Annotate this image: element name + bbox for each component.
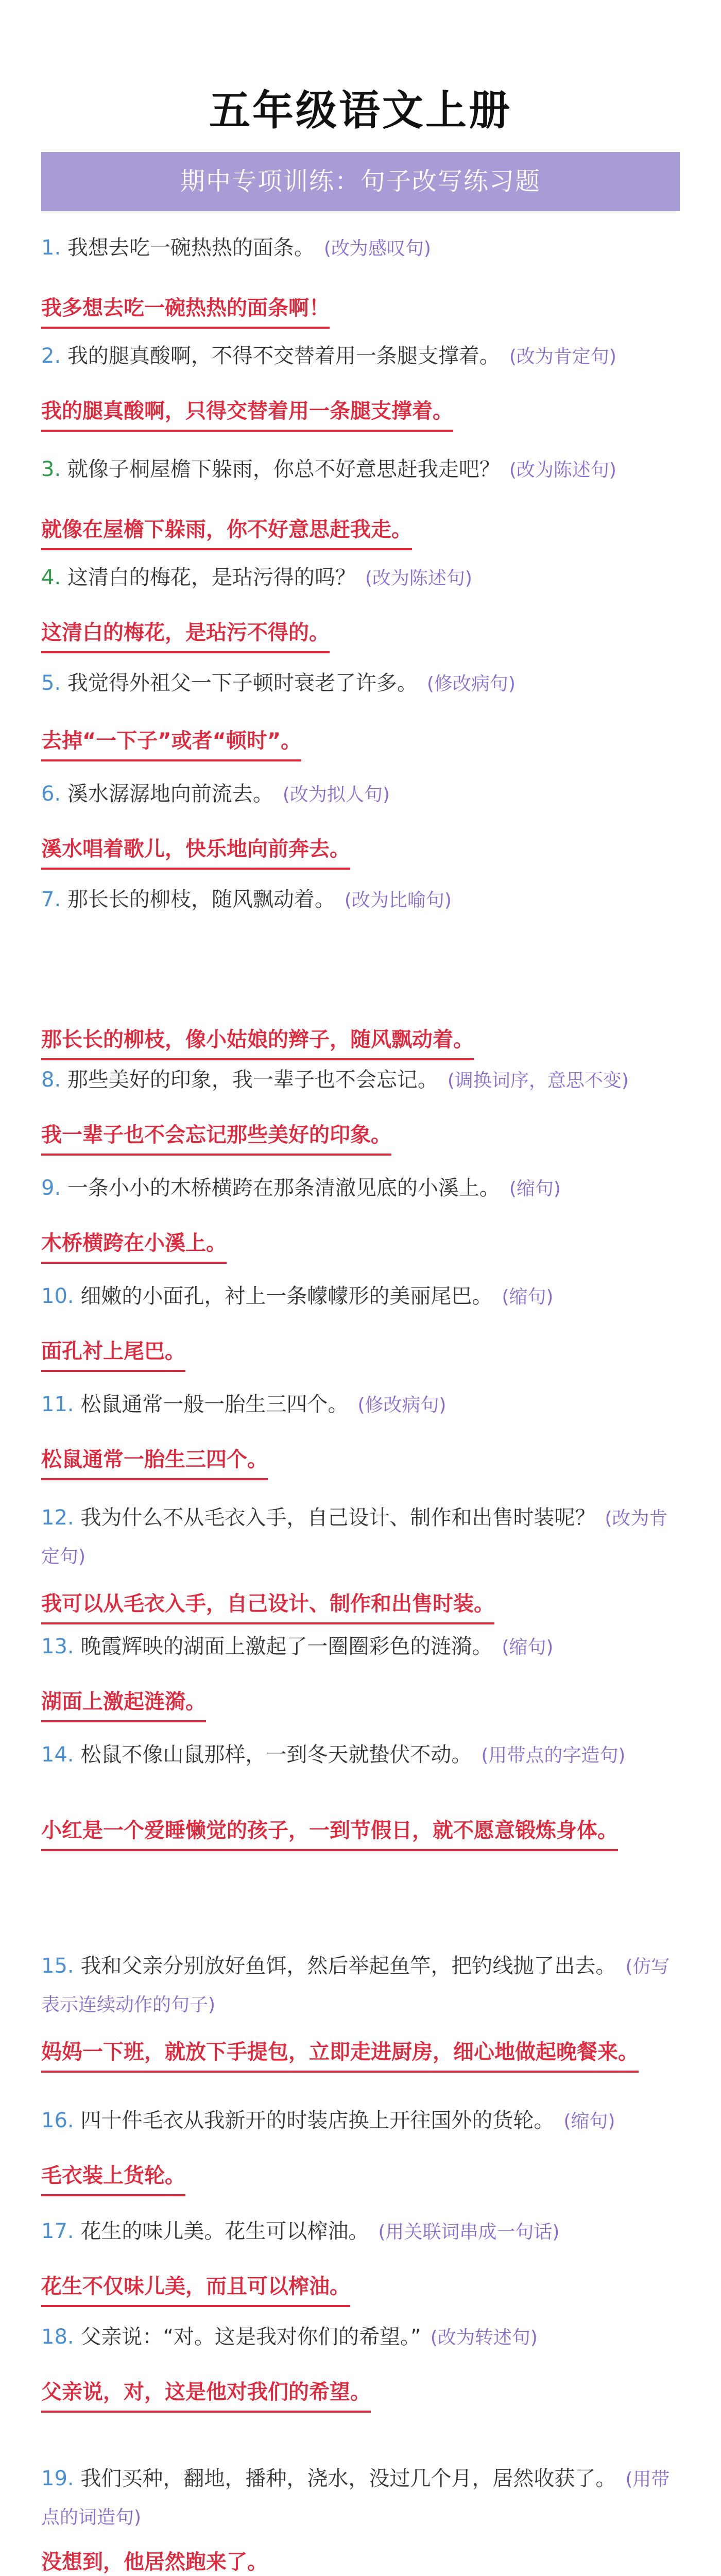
answer-text: 去掉“一下子”或者“顿时”。 — [41, 726, 301, 761]
question-number: 17. — [41, 2219, 81, 2243]
question-body: 我们买种，翻地，播种，浇水，没过几个月，居然收获了。 — [80, 2467, 616, 2490]
answer-text: 就像在屋檐下躲雨，你不好意思赶我走。 — [41, 515, 412, 550]
answer-text: 面孔衬上尾巴。 — [41, 1337, 185, 1372]
question-text — [41, 559, 680, 597]
answer-text: 我一辈子也不会忘记那些美好的印象。 — [41, 1121, 391, 1156]
question-instruction: (修改病句) — [426, 673, 516, 694]
answer-text: 妈妈一下班，就放下手提包，立即走进厨房，细心地做起晚餐来。 — [41, 2038, 639, 2073]
question-body: 细嫩的小面孔，衬上一条幪幪形的美丽尾巴。 — [80, 1284, 493, 1308]
question-instruction: (改为比喻句) — [344, 890, 452, 911]
question-body: 晚霞辉映的湖面上激起了一圈圈彩色的涟漪。 — [80, 1635, 493, 1658]
question-body: 我的腿真酸啊，不得不交替着用一条腿支撑着。 — [67, 344, 500, 368]
question-body: 这清白的梅花，是玷污得的吗？ — [67, 566, 356, 589]
question-text — [41, 229, 680, 267]
question-body: 父亲说：“对。这是我对你们的希望。” — [80, 2325, 421, 2349]
question-body: 那长长的柳枝，随风飘动着。 — [67, 888, 335, 911]
question-text — [41, 881, 680, 919]
answer-text: 木桥横跨在小溪上。 — [41, 1229, 227, 1264]
answer-text: 溪水唱着歌儿，快乐地向前奔去。 — [41, 835, 350, 870]
question-body: 我和父亲分别放好鱼饵，然后举起鱼竿，把钓线抛了出去。 — [80, 1954, 616, 1978]
question-instruction: (缩句) — [502, 1637, 554, 1658]
question-text — [41, 1170, 680, 1208]
answer-text: 没想到，他居然跑来了。 — [41, 2548, 268, 2576]
question-number: 18. — [41, 2325, 81, 2349]
question-body: 花生的味儿美。花生可以榨油。 — [80, 2219, 369, 2243]
question-text — [41, 2318, 680, 2357]
question-instruction: (改为陈述句) — [365, 568, 472, 589]
question-instruction: (用带点的字造句) — [481, 1745, 626, 1766]
question-number: 5. — [41, 671, 67, 695]
answer-text: 湖面上激起涟漪。 — [41, 1687, 206, 1722]
question-body: 那些美好的印象，我一辈子也不会忘记。 — [67, 1068, 438, 1092]
answer-text: 我的腿真酸啊，只得交替着用一条腿支撑着。 — [41, 397, 453, 432]
question-text — [41, 1499, 680, 1575]
question-body: 我想去吃一碗热热的面条。 — [67, 236, 315, 260]
question-number: 6. — [41, 782, 67, 806]
question-body: 一条小小的木桥横跨在那条清澈见底的小溪上。 — [67, 1176, 500, 1200]
question-instruction: (改为肯定句) — [41, 1508, 668, 1567]
question-number: 8. — [41, 1068, 67, 1092]
question-instruction: (改为转述句) — [430, 2327, 538, 2348]
answer-text: 父亲说，对，这是他对我们的希望。 — [41, 2378, 371, 2413]
question-instruction: (改为肯定句) — [509, 346, 616, 367]
question-instruction: (改为感叹句) — [323, 238, 431, 259]
question-text — [41, 1947, 680, 2024]
question-number: 1. — [41, 236, 67, 260]
question-number: 13. — [41, 1635, 81, 1658]
answer-text: 松鼠通常一胎生三四个。 — [41, 1445, 268, 1480]
question-instruction: (仿写表示连续动作的句子) — [41, 1956, 670, 2015]
question-number: 15. — [41, 1954, 81, 1978]
question-instruction: (缩句) — [563, 2111, 615, 2132]
question-instruction: (改为拟人句) — [282, 784, 390, 805]
question-text — [41, 337, 680, 376]
question-text — [41, 1386, 680, 1424]
question-instruction: (用带点的词造句) — [41, 2469, 670, 2528]
question-number: 12. — [41, 1506, 81, 1530]
question-number: 10. — [41, 1284, 81, 1308]
question-number: 9. — [41, 1176, 67, 1200]
question-instruction: (改为陈述句) — [509, 460, 616, 481]
question-body: 溪水潺潺地向前流去。 — [67, 782, 273, 806]
question-body: 就像子桐屋檐下躲雨，你总不好意思赶我走吧？ — [67, 457, 500, 481]
question-number: 19. — [41, 2467, 81, 2490]
question-text — [41, 1736, 680, 1774]
section-banner: 期中专项训练：句子改写练习题 — [41, 152, 680, 211]
question-text — [41, 451, 680, 489]
question-number: 3. — [41, 457, 67, 481]
answer-text: 那长长的柳枝，像小姑娘的辫子，随风飘动着。 — [41, 1025, 474, 1060]
question-text — [41, 2213, 680, 2251]
question-number: 14. — [41, 1743, 81, 1767]
question-body: 松鼠通常一般一胎生三四个。 — [80, 1393, 349, 1416]
answer-text: 这清白的梅花，是玷污不得的。 — [41, 618, 330, 653]
question-body: 我觉得外祖父一下子顿时衰老了许多。 — [67, 671, 418, 695]
question-body: 四十件毛衣从我新开的时装店换上开往国外的货轮。 — [80, 2109, 555, 2132]
question-body: 松鼠不像山鼠那样，一到冬天就蛰伏不动。 — [80, 1743, 472, 1767]
question-instruction: (缩句) — [502, 1286, 554, 1308]
question-text — [41, 1278, 680, 1316]
question-instruction: (缩句) — [509, 1178, 561, 1199]
answer-text: 我多想去吃一碗热热的面条啊！ — [41, 294, 330, 329]
question-number: 7. — [41, 888, 67, 911]
question-text — [41, 775, 680, 814]
question-number: 16. — [41, 2109, 81, 2132]
question-number: 4. — [41, 566, 67, 589]
answer-text: 花生不仅味儿美，而且可以榨油。 — [41, 2272, 350, 2307]
answer-text: 小红是一个爱睡懒觉的孩子，一到节假日，就不愿意锻炼身体。 — [41, 1816, 618, 1851]
question-text — [41, 2102, 680, 2140]
answer-text: 毛衣装上货轮。 — [41, 2161, 185, 2196]
question-number: 2. — [41, 344, 67, 368]
answer-text: 我可以从毛衣入手，自己设计、制作和出售时装。 — [41, 1589, 494, 1624]
question-text — [41, 1061, 680, 1099]
page-title: 五年级语文上册 — [209, 87, 512, 134]
question-text — [41, 1628, 680, 1666]
question-instruction: (修改病句) — [357, 1395, 447, 1416]
question-body: 我为什么不从毛衣入手，自己设计、制作和出售时装呢？ — [80, 1506, 596, 1530]
question-text — [41, 2460, 680, 2536]
question-instruction: (调换词序，意思不变) — [447, 1070, 629, 1091]
question-text — [41, 665, 680, 703]
question-number: 11. — [41, 1393, 81, 1416]
question-instruction: (用关联词串成一句话) — [378, 2222, 560, 2243]
